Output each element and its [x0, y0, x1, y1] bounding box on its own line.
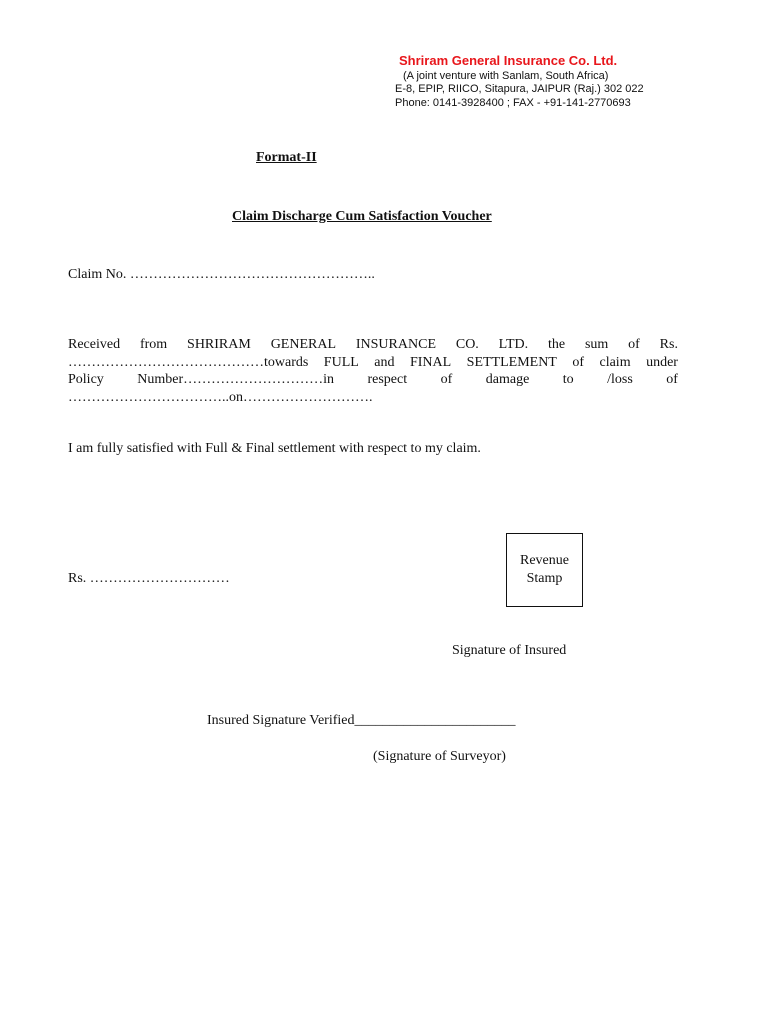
- word: to: [562, 372, 574, 387]
- word: INSURANCE: [355, 337, 436, 352]
- joint-venture-line: (A joint venture with Sanlam, South Africa): [403, 70, 609, 82]
- word: and: [374, 354, 395, 370]
- company-contact: Phone: 0141-3928400 ; FAX - +91-141-2770693: [395, 97, 631, 109]
- receipt-line-3: [68, 371, 678, 389]
- word: FULL: [323, 354, 359, 370]
- signature-of-surveyor: (Signature of Surveyor): [373, 749, 506, 764]
- insured-signature-verified: Insured Signature Verified_______________________: [207, 713, 516, 728]
- company-address: E-8, EPIP, RIICO, Sitapura, JAIPUR (Raj.) 302 022: [395, 83, 644, 95]
- voucher-title: Claim Discharge Cum Satisfaction Voucher: [232, 209, 492, 224]
- word: /loss: [607, 372, 633, 387]
- word: FINAL: [409, 354, 452, 370]
- revenue-stamp-box: [506, 533, 583, 607]
- word: Received: [68, 337, 121, 352]
- satisfaction-statement: I am fully satisfied with Full & Final settlement with respect to my claim.: [68, 441, 481, 456]
- word: sum: [584, 337, 609, 352]
- word: SHRIRAM: [187, 337, 251, 352]
- word: claim: [599, 354, 631, 370]
- word: damage: [485, 372, 530, 387]
- format-title: Format-II: [256, 150, 317, 165]
- word: from: [139, 337, 168, 352]
- revenue-stamp-label: Stamp: [526, 571, 563, 586]
- word: of: [628, 337, 640, 352]
- word: Policy: [68, 372, 104, 387]
- word: Rs.: [659, 337, 678, 352]
- word: respect: [367, 372, 408, 387]
- signature-of-insured: Signature of Insured: [452, 643, 567, 658]
- receipt-line-4: [68, 389, 678, 407]
- receipt-line-1: [68, 336, 678, 354]
- word: of: [440, 372, 453, 387]
- word: under: [646, 354, 678, 370]
- word: GENERAL: [270, 337, 337, 352]
- revenue-stamp-label: Revenue: [520, 553, 569, 568]
- word: of: [666, 372, 678, 387]
- company-name: Shriram General Insurance Co. Ltd.: [399, 53, 618, 68]
- word: of: [572, 354, 585, 370]
- word: ……………………………………towards: [68, 354, 309, 370]
- word: Number…………………………in: [137, 372, 335, 387]
- word: SETTLEMENT: [466, 354, 557, 370]
- word: LTD.: [498, 337, 529, 352]
- word: ……………………………..on……………………….: [68, 389, 373, 405]
- amount-field: Rs. …………………………: [68, 571, 230, 586]
- receipt-line-2: [68, 354, 678, 372]
- receipt-paragraph: [68, 336, 678, 406]
- word: the: [547, 337, 566, 352]
- claim-number-field: Claim No. ……………………………………………..: [68, 267, 375, 282]
- word: CO.: [455, 337, 479, 352]
